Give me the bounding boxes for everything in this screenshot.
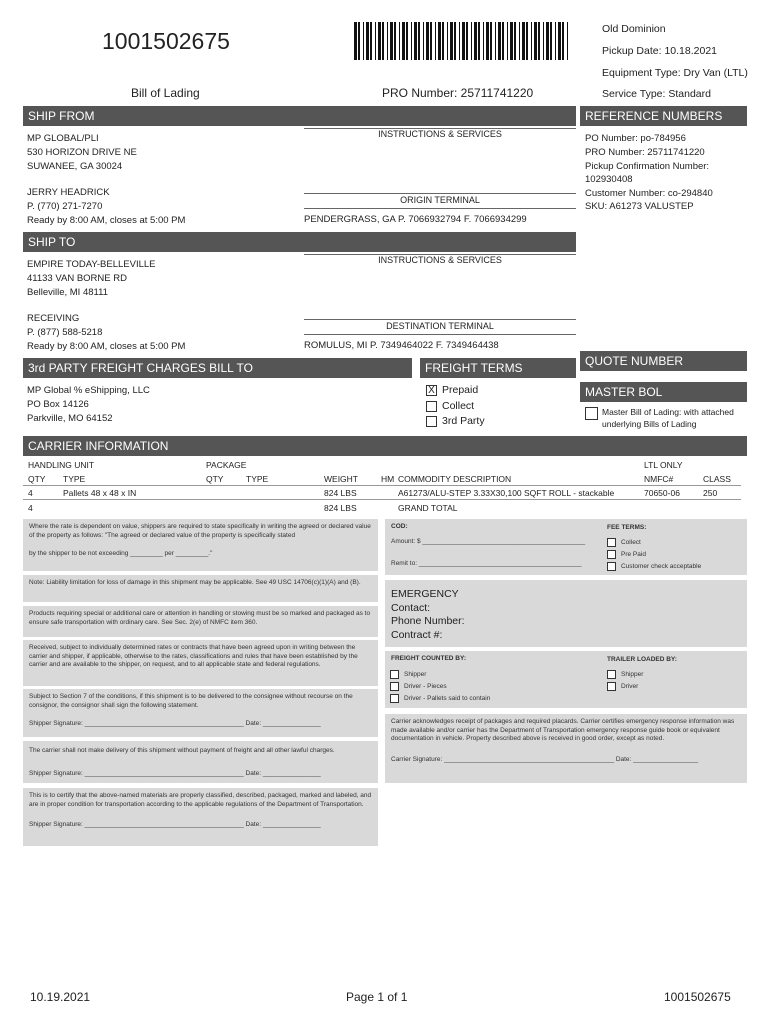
fee-option-check[interactable] bbox=[607, 562, 701, 572]
prepaid-checkbox[interactable]: X bbox=[426, 385, 437, 396]
liability-note-box bbox=[23, 575, 378, 602]
col-pkg-qty: QTY bbox=[206, 474, 224, 484]
cod-label: COD: bbox=[391, 523, 408, 530]
carrier-ack-text: Carrier acknowledges receipt of packages and required placards. Carrier certifies emergency response information was made available and/or carrier has the Department of Transportation emergency response guide book or equivalent documentation in vehicle. Property described above is received in good order, except as noted. bbox=[391, 718, 735, 742]
col-type: TYPE bbox=[63, 474, 86, 484]
origin-terminal-underline bbox=[304, 208, 576, 209]
ship-to-hours: Ready by 8:00 AM, closes at 5:00 PM bbox=[27, 341, 186, 352]
destination-terminal-underline bbox=[304, 334, 576, 335]
counted-pallets-checkbox[interactable] bbox=[390, 694, 399, 703]
counted-pieces-checkbox[interactable] bbox=[390, 682, 399, 691]
col-weight: WEIGHT bbox=[324, 474, 358, 484]
loaded-driver-checkbox[interactable] bbox=[607, 682, 616, 691]
grand-total-label: GRAND TOTAL bbox=[398, 503, 458, 513]
col-hm: HM bbox=[381, 474, 395, 484]
ship-from-contact: JERRY HEADRICK bbox=[27, 187, 110, 198]
origin-terminal-label: ORIGIN TERMINAL bbox=[400, 195, 480, 205]
carrier-ack-box bbox=[385, 714, 747, 783]
fee-option-prepaid[interactable] bbox=[607, 550, 646, 560]
ship-to-title: SHIP TO bbox=[23, 232, 576, 252]
loaded-option-shipper[interactable] bbox=[607, 670, 643, 680]
row-qty: 4 bbox=[28, 488, 33, 498]
liability-note-text: Note: Liability limitation for loss of damage in this shipment may be applicable. See 49 USC 14706(c)(1)(A) and (B). bbox=[29, 579, 361, 586]
emergency-box bbox=[385, 580, 747, 647]
ship-to-address1: 41133 VAN BORNE RD bbox=[27, 273, 127, 284]
ship-from-address1: 530 HORIZON DRIVE NE bbox=[27, 147, 137, 158]
freight-terms-title: FREIGHT TERMS bbox=[420, 358, 576, 378]
counted-option-shipper[interactable] bbox=[390, 670, 426, 680]
ship-from-instructions-label: INSTRUCTIONS & SERVICES bbox=[378, 129, 502, 139]
special-care-text: Products requiring special or additional care or attention in handling or stowing must be so marked and packaged as to ensure safe transportation with ordinary care. See Sec. 2(e) of NMFC item 360. bbox=[29, 610, 371, 626]
no-delivery-text: The carrier shall not make delivery of this shipment without payment of freight and all other lawful charges. bbox=[29, 747, 335, 754]
destination-terminal-label: DESTINATION TERMINAL bbox=[386, 321, 494, 331]
ref-po-number: PO Number: po-784956 bbox=[585, 133, 686, 144]
ship-from-address2: SUWANEE, GA 30024 bbox=[27, 161, 123, 172]
emergency-contact: Contact: bbox=[391, 601, 431, 614]
fee-collect-label: Collect bbox=[621, 539, 641, 547]
row-class: 250 bbox=[703, 488, 718, 498]
emergency-contract: Contract #: bbox=[391, 628, 443, 641]
col-pkg-type: TYPE bbox=[246, 474, 269, 484]
collect-checkbox[interactable] bbox=[426, 401, 437, 412]
ref-pro-number: PRO Number: 25711741220 bbox=[585, 147, 705, 158]
ship-to-name: EMPIRE TODAY-BELLEVILLE bbox=[27, 259, 156, 270]
fee-prepaid-checkbox[interactable] bbox=[607, 550, 616, 559]
ltl-only-label: LTL ONLY bbox=[644, 460, 683, 470]
ref-pickup-conf-label: Pickup Confirmation Number: bbox=[585, 161, 710, 172]
col-class: CLASS bbox=[703, 474, 731, 484]
loaded-shipper-label: Shipper bbox=[621, 671, 644, 679]
section7-text: Subject to Section 7 of the conditions, if this shipment is to be delivered to the consignee without recourse on the consignor, the consignor shall sign the following statement. bbox=[29, 693, 353, 709]
doc-title: Bill of Lading bbox=[131, 86, 200, 100]
ref-sku: SKU: A61273 VALUSTEP bbox=[585, 201, 694, 212]
emergency-label: EMERGENCY bbox=[391, 588, 459, 600]
no-delivery-box bbox=[23, 741, 378, 783]
carrier-info-title: CARRIER INFORMATION bbox=[23, 436, 747, 456]
third-party-checkbox[interactable] bbox=[426, 416, 437, 427]
trailer-loaded-label: TRAILER LOADED BY: bbox=[607, 656, 677, 663]
third-party-label: 3rd Party bbox=[442, 415, 485, 427]
row-nmfc: 70650-06 bbox=[644, 488, 680, 498]
fee-option-collect[interactable] bbox=[607, 538, 641, 548]
row-type: Pallets 48 x 48 x IN bbox=[63, 488, 137, 498]
bill-to-name: MP Global % eShipping, LLC bbox=[27, 385, 150, 396]
pickup-date: Pickup Date: 10.18.2021 bbox=[602, 45, 717, 57]
reference-numbers-title: REFERENCE NUMBERS bbox=[580, 106, 747, 126]
quote-number-title: QUOTE NUMBER bbox=[580, 351, 747, 371]
equipment-type: Equipment Type: Dry Van (LTL) bbox=[602, 67, 748, 79]
counted-option-pallets[interactable] bbox=[390, 694, 490, 704]
bill-to-title: 3rd PARTY FREIGHT CHARGES BILL TO bbox=[23, 358, 412, 378]
fee-terms-label: FEE TERMS: bbox=[607, 524, 647, 531]
counted-shipper-checkbox[interactable] bbox=[390, 670, 399, 679]
master-bol-line2: underlying Bills of Lading bbox=[602, 419, 697, 429]
counted-pallets-label: Driver - Pallets said to contain bbox=[404, 695, 491, 703]
total-qty: 4 bbox=[28, 503, 33, 513]
doc-number-large: 1001502675 bbox=[102, 28, 230, 54]
special-care-box bbox=[23, 606, 378, 637]
ship-to-contact: RECEIVING bbox=[27, 313, 80, 324]
col-description: COMMODITY DESCRIPTION bbox=[398, 474, 512, 484]
shipper-signature-2[interactable]: Shipper Signature: ____________________________________________ Date: ________________ bbox=[29, 769, 321, 777]
prepaid-label: Prepaid bbox=[442, 384, 479, 396]
fee-prepaid-label: Pre Paid bbox=[621, 551, 646, 559]
received-terms-text: Received, subject to individually determined rates or contracts that have been agreed upon in writing between the carrier and shipper, if applicable, otherwise to the rates, classifications and rules that have been established by the carrier and are available to the shipper, on request, and to all applicable state and federal regulations. bbox=[29, 644, 358, 668]
carrier-header-divider bbox=[23, 485, 741, 486]
fee-collect-checkbox[interactable] bbox=[607, 538, 616, 547]
counted-pieces-label: Driver - Pieces bbox=[404, 683, 447, 691]
package-label: PACKAGE bbox=[206, 460, 247, 470]
row-description: A61273/ALU-STEP 3.33X30,100 SQFT ROLL - stackable bbox=[398, 488, 615, 498]
ship-from-title: SHIP FROM bbox=[23, 106, 576, 126]
row-weight: 824 LBS bbox=[324, 488, 357, 498]
destination-terminal-value: ROMULUS, MI P. 7349464022 F. 7349464438 bbox=[304, 340, 499, 351]
ship-to-instructions-label: INSTRUCTIONS & SERVICES bbox=[378, 255, 502, 265]
total-weight: 824 LBS bbox=[324, 503, 357, 513]
ref-customer-number: Customer Number: co-294840 bbox=[585, 188, 713, 199]
master-bol-line1: Master Bill of Lading: with attached bbox=[602, 407, 734, 417]
ship-to-address2: Belleville, MI 48111 bbox=[27, 287, 108, 298]
fee-check-label: Customer check acceptable bbox=[621, 563, 702, 571]
loaded-option-driver[interactable] bbox=[607, 682, 638, 692]
master-bol-checkbox[interactable] bbox=[585, 407, 598, 420]
cod-amount[interactable]: Amount: $ _____________________________________________ bbox=[391, 537, 586, 545]
shipper-signature-3[interactable]: Shipper Signature: ____________________________________________ Date: ________________ bbox=[29, 821, 321, 828]
carrier-name: Old Dominion bbox=[602, 23, 666, 35]
rate-terms-box bbox=[23, 519, 378, 571]
bill-to-address1: PO Box 14126 bbox=[27, 399, 89, 410]
cod-remit[interactable]: Remit to: _____________________________________________ bbox=[391, 560, 582, 567]
rate-terms-text2: by the shipper to be not exceeding _________ per _________." bbox=[29, 550, 213, 557]
section7-box bbox=[23, 689, 378, 737]
service-type: Service Type: Standard bbox=[602, 88, 711, 100]
freight-counted-label: FREIGHT COUNTED BY: bbox=[391, 655, 466, 662]
origin-terminal-value: PENDERGRASS, GA P. 7066932794 F. 7066934299 bbox=[304, 214, 527, 225]
ship-to-phone: P. (877) 588-5218 bbox=[27, 327, 103, 338]
carrier-row-divider bbox=[23, 499, 741, 500]
footer-page: Page 1 of 1 bbox=[346, 990, 408, 1004]
freight-option-prepaid[interactable] bbox=[426, 384, 478, 398]
collect-label: Collect bbox=[442, 400, 475, 412]
counted-shipper-label: Shipper bbox=[404, 671, 427, 679]
loaded-shipper-checkbox[interactable] bbox=[607, 670, 616, 679]
ship-from-hours: Ready by 8:00 AM, closes at 5:00 PM bbox=[27, 215, 186, 226]
ship-from-phone: P. (770) 271-7270 bbox=[27, 201, 103, 212]
master-bol-title: MASTER BOL bbox=[580, 382, 747, 402]
bill-to-address2: Parkville, MO 64152 bbox=[27, 413, 113, 424]
footer-doc-number: 1001502675 bbox=[664, 990, 731, 1004]
ship-from-name: MP GLOBAL/PLI bbox=[27, 133, 99, 144]
emergency-phone: Phone Number: bbox=[391, 615, 465, 627]
carrier-signature[interactable]: Carrier Signature: _______________________________________________ Date: __________________ bbox=[391, 755, 699, 763]
certify-box bbox=[23, 788, 378, 846]
loaded-driver-label: Driver bbox=[621, 683, 639, 691]
counted-option-pieces[interactable] bbox=[390, 682, 447, 692]
col-nmfc: NMFC# bbox=[644, 474, 674, 484]
footer-date: 10.19.2021 bbox=[30, 990, 91, 1004]
col-qty: QTY bbox=[28, 474, 46, 484]
fee-check-checkbox[interactable] bbox=[607, 562, 616, 571]
freight-option-collect[interactable] bbox=[426, 400, 474, 414]
pro-number-header: PRO Number: 25711741220 bbox=[382, 86, 534, 100]
certify-text: This is to certify that the above-named materials are properly classified, described, packaged, marked and labeled, and are in proper condition for transportation according to the applicable regulations of the Department of Transportation. bbox=[29, 792, 372, 808]
rate-terms-text: Where the rate is dependent on value, shippers are required to state specifically in writing the agreed or declared value of the property as follows: "The agreed or declared value of the property is specifically stated bbox=[29, 523, 371, 539]
handling-unit-label: HANDLING UNIT bbox=[28, 460, 95, 470]
barcode bbox=[352, 22, 572, 62]
received-terms-box bbox=[23, 640, 378, 686]
freight-option-3rd-party[interactable] bbox=[426, 415, 485, 429]
ref-pickup-conf-value: 102930408 bbox=[585, 174, 633, 185]
shipper-signature-1[interactable]: Shipper Signature: ____________________________________________ Date: ________________ bbox=[29, 720, 321, 727]
